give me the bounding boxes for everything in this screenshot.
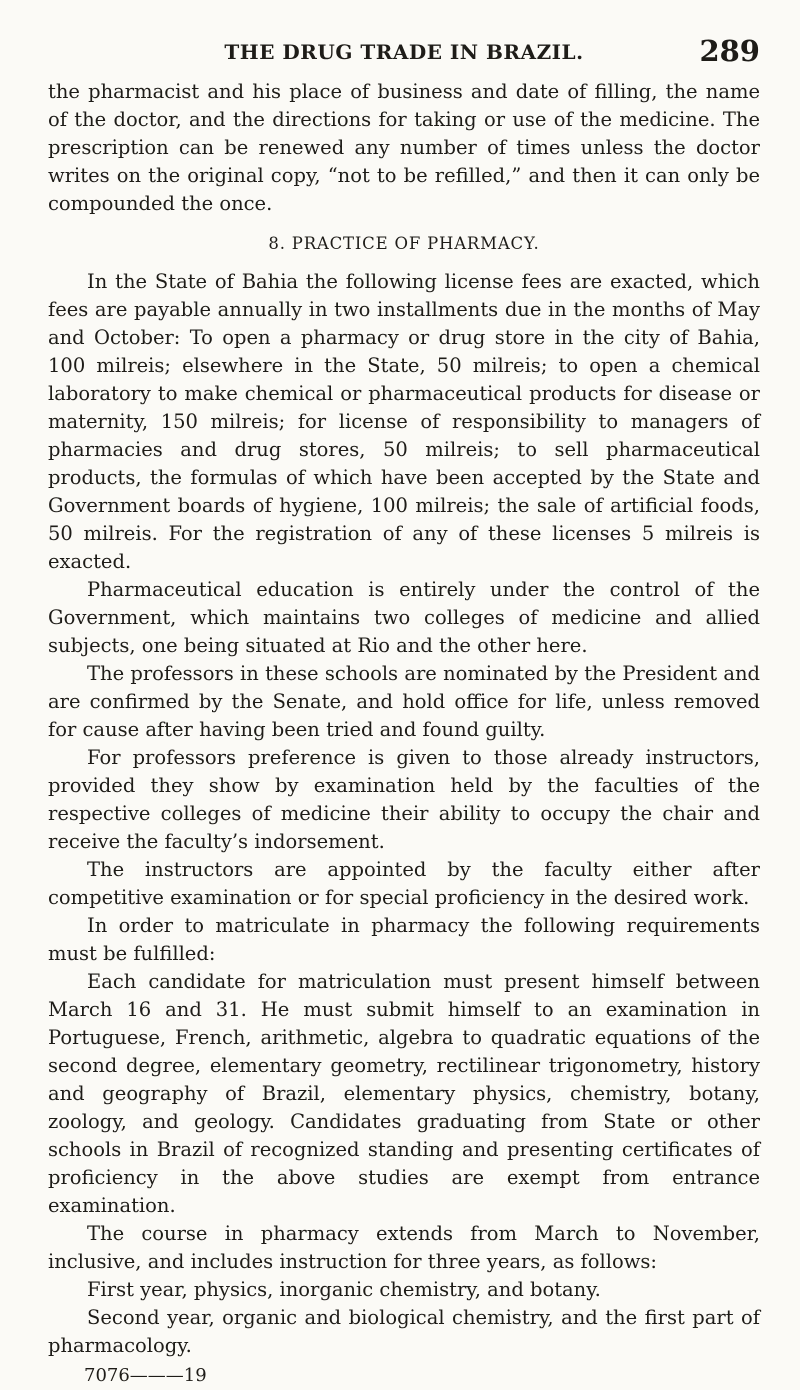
paragraph-first-year: First year, physics, inorganic chemistry, and botany. [87, 1278, 601, 1301]
paragraph-candidate: Each candidate for matriculation must present himself between March 16 and 31. He must submit himself to an examination in Portuguese, French, arithmetic, algebra to quadratic equations of the second degree, elementary geometry, rectilinear trigonometry, history and geography of Brazil, elementary physics, chemistry, botany, zoology, and geology. Candidates graduating from State or other schools in Brazil of recognized standing and presenting certificates of proficiency in the above studies are exempt from entrance examination. [48, 970, 760, 1217]
paragraph-professors: The professors in these schools are nominated by the President and are confirmed by the Senate, and hold office for life, unless removed for cause after having been tried and found guilty. [48, 662, 760, 741]
section-heading: 8. PRACTICE OF PHARMACY. [268, 234, 540, 253]
page-header [48, 34, 760, 78]
page-number: 289 [699, 34, 760, 68]
running-head: THE DRUG TRADE IN BRAZIL. [224, 40, 584, 64]
continuation-paragraph: the pharmacist and his place of business and date of filling, the name of the doctor, and the directions for taking or use of the medicine. The prescription can be renewed any number of times unless the doctor writes on the original copy, “not to be refilled,” and then it can only be compounded the once. [48, 80, 760, 215]
body-text [48, 78, 760, 1390]
paragraph-matriculate: In order to matriculate in pharmacy the following requirements must be fulfilled: [48, 914, 760, 965]
page [48, 34, 760, 1390]
printer-signature: 7076———19 [84, 1365, 207, 1386]
paragraph-second-year: Second year, organic and biological chemistry, and the first part of pharmacology. [48, 1306, 760, 1357]
paragraph-license-fees: In the State of Bahia the following license fees are exacted, which fees are payable annually in two installments due in the months of May and October: To open a pharmacy or drug store in the city of Bahia, 100 milreis; elsewhere in the State, 50 milreis; to open a chemical laboratory to make chemical or pharmaceutical products for disease or maternity, 150 milreis; for license of responsibility to managers of pharmacies and drug stores, 50 milreis; to sell pharmaceutical products, the formulas of which have been accepted by the State and Government boards of hygiene, 100 milreis; the sale of artificial foods, 50 milreis. For the registration of any of these licenses 5 milreis is exacted. [48, 270, 760, 573]
paragraph-education: Pharmaceutical education is entirely under the control of the Government, which maintains two colleges of medicine and allied subjects, one being situated at Rio and the other here. [48, 578, 760, 657]
paragraph-instructors: The instructors are appointed by the faculty either after competitive examination or for special proficiency in the desired work. [48, 858, 760, 909]
paragraph-course: The course in pharmacy extends from March to November, inclusive, and includes instruction for three years, as follows: [48, 1222, 760, 1273]
paragraph-preference: For professors preference is given to those already instructors, provided they show by examination held by the faculties of the respective colleges of medicine their ability to occupy the chair and receive the faculty’s indorsement. [48, 746, 760, 853]
